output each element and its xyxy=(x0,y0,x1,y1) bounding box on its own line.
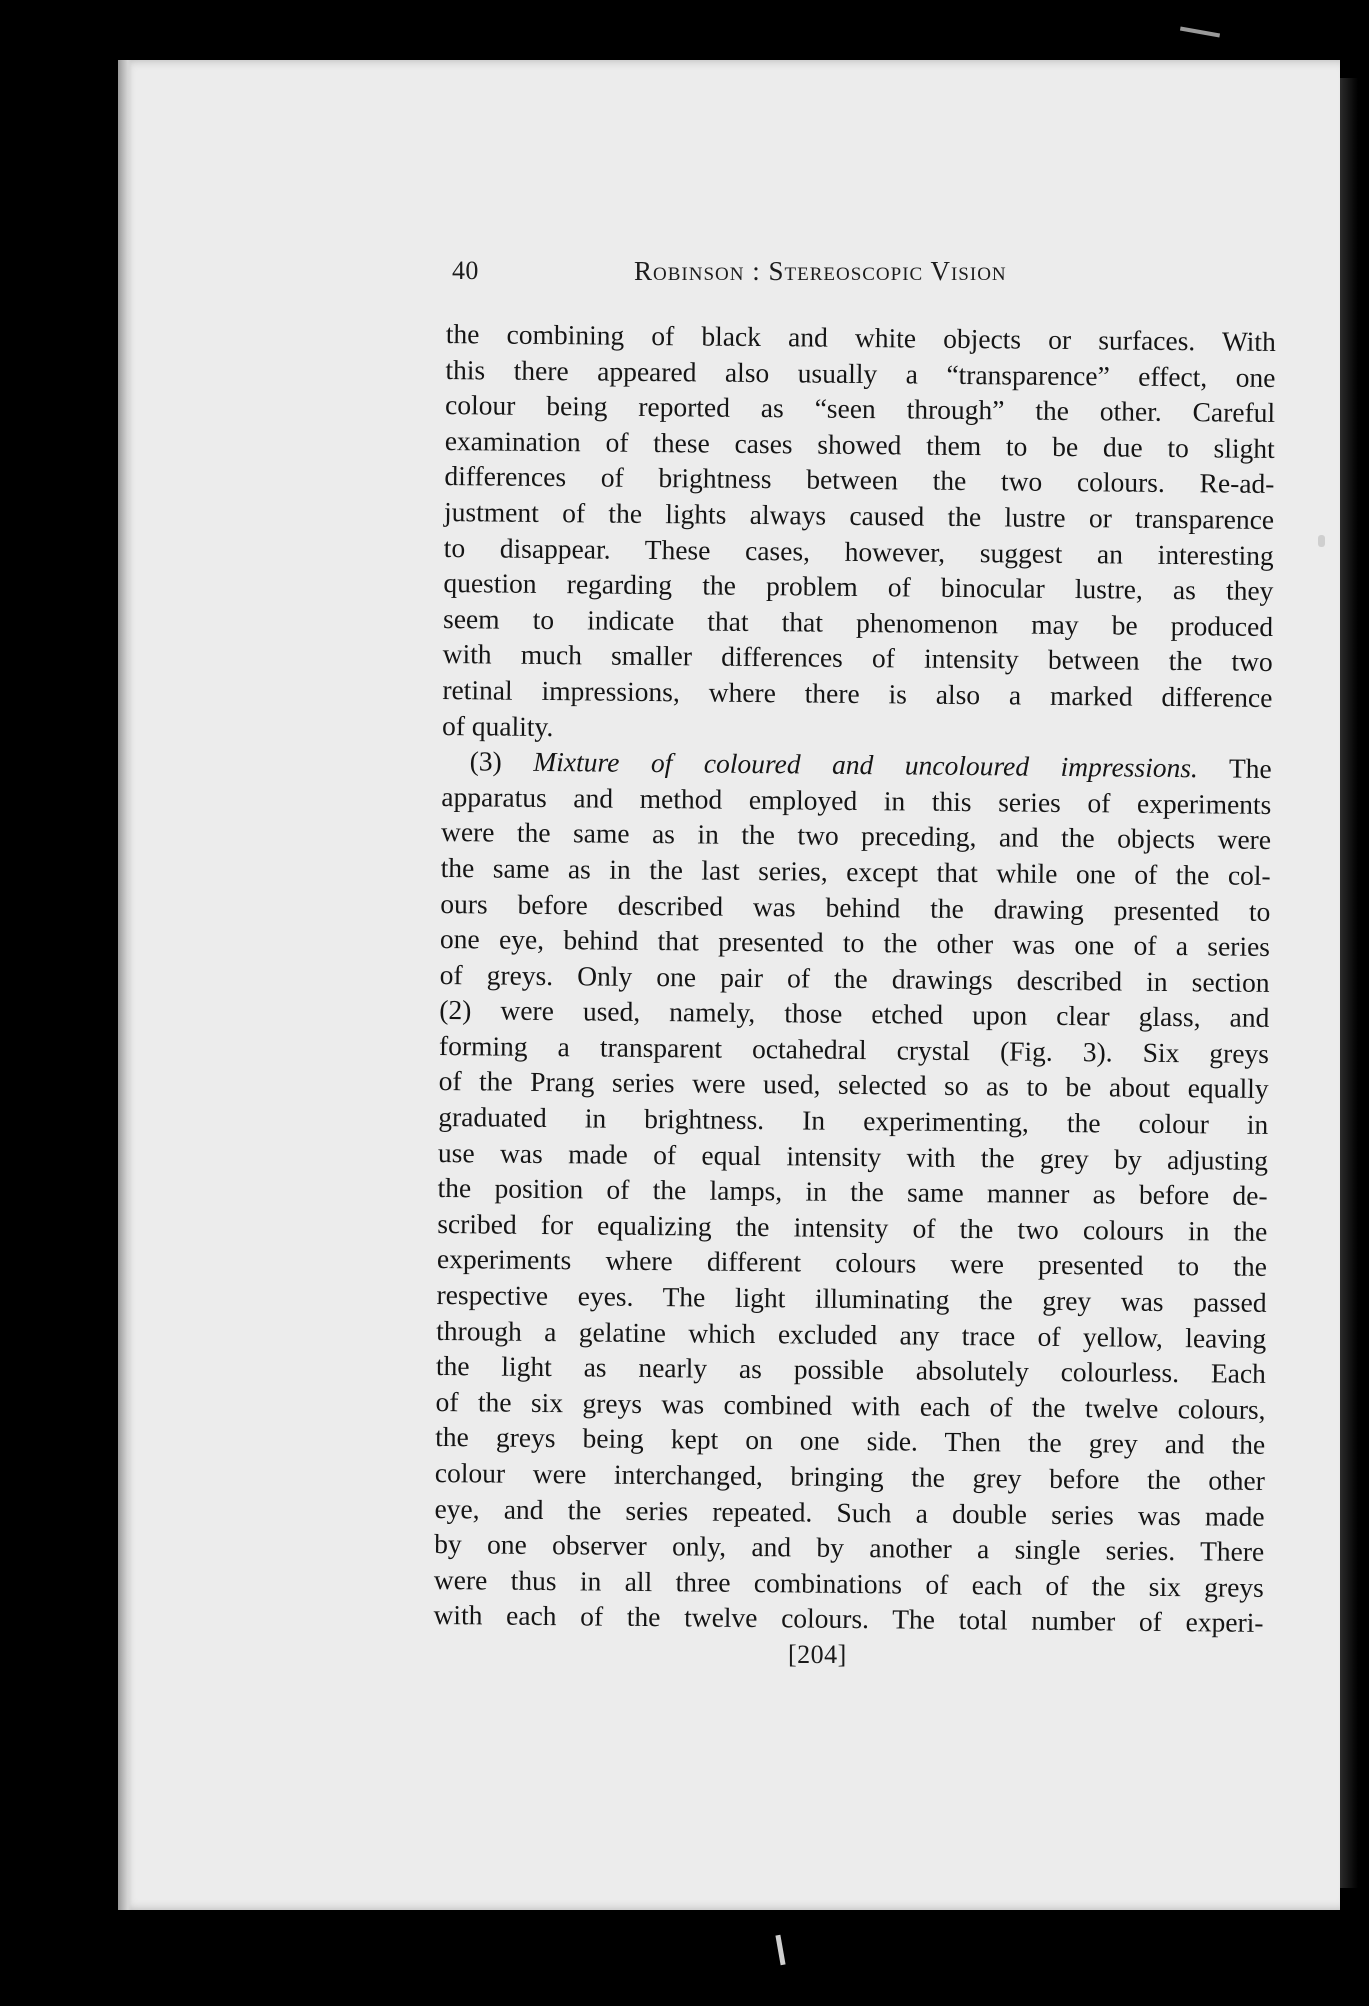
text-line: forming a transparent octahedral crystal (Fig. 3). Six greys xyxy=(438,1029,1270,1069)
running-title: Robinson : Stereoscopic Vision xyxy=(634,256,1007,286)
text-line: with each of the twelve colours. The total number of experi- xyxy=(433,1599,1264,1639)
text-line: eye, and the series repeated. Such a double series was made xyxy=(434,1492,1265,1532)
section-number: (3) xyxy=(469,745,502,777)
text-line: with much smaller differences of intensity between the two xyxy=(442,638,1273,678)
text-line: were the same as in the two preceding, and the objects were xyxy=(440,816,1272,856)
text-line: (2) were used, namely, those etched upon clear glass, and xyxy=(439,994,1270,1034)
text-line: one eye, behind that presented to the other was one of a series xyxy=(439,923,1271,963)
text-line: by one observer only, and by another a single series. There xyxy=(434,1528,1265,1568)
text-line: question regarding the problem of binocular lustre, as they xyxy=(443,567,1274,607)
scan-speck xyxy=(1318,535,1325,547)
text-line: colour being reported as “seen through” the other. Careful xyxy=(444,389,1276,429)
text-line: examination of these cases showed them to be due to slight xyxy=(444,424,1275,464)
text-line: use was made of equal intensity with the grey by adjusting xyxy=(437,1136,1269,1176)
text-line: through a gelatine which excluded any trace of yellow, leaving xyxy=(436,1314,1267,1354)
text-line: respective eyes. The light illuminating the grey was passed xyxy=(436,1278,1267,1318)
section-heading-tail: The xyxy=(1228,752,1272,785)
text-line: the same as in the last series, except that while one of the col- xyxy=(440,851,1271,891)
text-line: seem to indicate that that phenomenon may be produced xyxy=(442,602,1274,642)
text-line: the light as nearly as possible absolutely colourless. Each xyxy=(435,1350,1267,1390)
paragraph-1 xyxy=(442,316,1276,751)
text-line: the greys being kept on one side. Then the grey and the xyxy=(435,1421,1266,1461)
text-line: differences of brightness between the two colours. Re-ad- xyxy=(444,460,1275,500)
text-line: this there appeared also usually a “transparence” effect, one xyxy=(445,353,1276,393)
text-line: experiments where different colours were presented to the xyxy=(436,1243,1268,1283)
running-header xyxy=(452,256,1092,296)
text-line: justment of the lights always caused the lustre or transparence xyxy=(443,495,1275,535)
bracketed-page-number: [204] xyxy=(788,1640,847,1669)
text-line: of the six greys was combined with each of the twelve colours, xyxy=(435,1385,1266,1425)
text-line: were thus in all three combinations of each of the six greys xyxy=(433,1563,1264,1603)
text-line: ours before described was behind the drawing presented to xyxy=(440,887,1271,927)
section-heading: Mixture of coloured and uncoloured impressions. xyxy=(533,745,1199,784)
text-line: retinal impressions, where there is also a marked difference xyxy=(442,673,1273,713)
text-line: the combining of black and white objects or surfaces. With xyxy=(445,317,1276,357)
text-line: colour were interchanged, bringing the grey before the other xyxy=(434,1456,1266,1496)
text-line: the position of the lamps, in the same manner as before de- xyxy=(437,1172,1268,1212)
book-edge xyxy=(1340,78,1358,1888)
page-gutter-shadow xyxy=(118,60,132,1910)
text-line: to disappear. These cases, however, suggest an interesting xyxy=(443,531,1274,571)
text-line: of quality. xyxy=(441,709,554,742)
paragraph-2 xyxy=(433,743,1272,1641)
text-line: apparatus and method employed in this series of experiments xyxy=(441,780,1272,820)
text-line: of greys. Only one pair of the drawings described in section xyxy=(439,958,1270,998)
text-line: of the Prang series were used, selected so as to be about equally xyxy=(438,1065,1269,1105)
text-line: scribed for equalizing the intensity of the two colours in the xyxy=(437,1207,1268,1247)
page-number: 40 xyxy=(452,256,479,285)
text-line: graduated in brightness. In experimenting, the colour in xyxy=(438,1101,1269,1140)
body-text xyxy=(433,316,1276,1641)
